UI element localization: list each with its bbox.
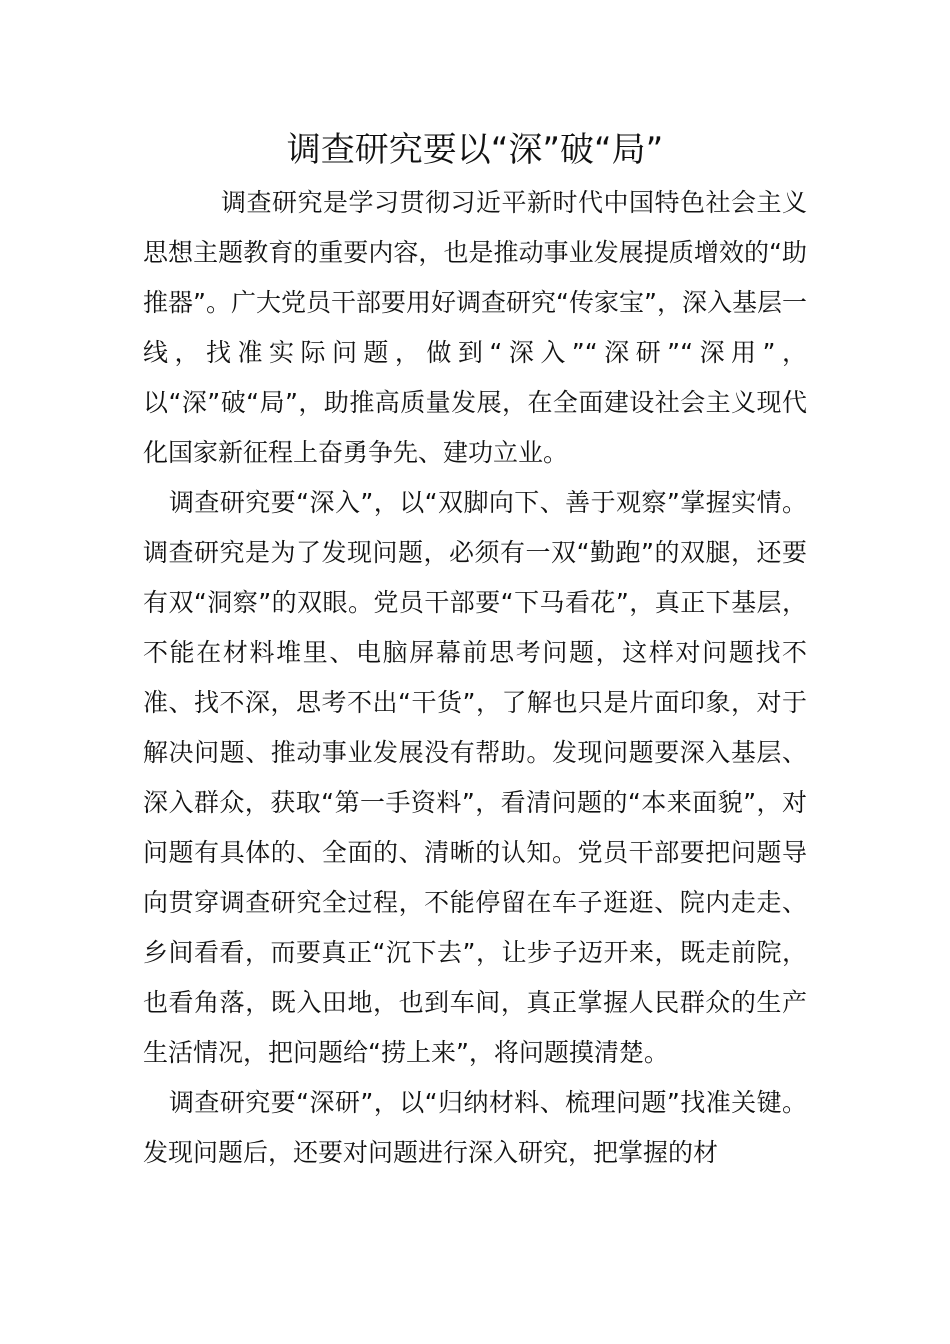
paragraph-shenru: 调查研究要“深入”，以“双脚向下、善于观察”掌握实情。调查研究是为了发现问题，必须有一双“勤跑”的双腿，还要有双“洞察”的双眼。党员干部要“下马看花”，真正下基层，不能在材料堆里、电脑屏幕前思考问题，这样对问题找不准、找不深，思考不出“干货”，了解也只是片面印象，对于解决问题、推动事业发展没有帮助。发现问题要深入基层、深入群众，获取“第一手资料”，看清问题的“本来面貌”，对问题有具体的、全面的、清晰的认知。党员干部要把问题导向贯穿调查研究全过程，不能停留在车子逛逛、院内走走、乡间看看，而要真正“沉下去”，让步子迈开来，既走前院，也看角落，既入田地，也到车间，真正掌握人民群众的生产生活情况，把问题给“捞上来”，将问题摸清楚。 [143, 488, 807, 1067]
paragraph-intro: 调查研究是学习贯彻习近平新时代中国特色社会主义思想主题教育的重要内容，也是推动事业发展提质增效的“助推器”。广大党员干部要用好调查研究“传家宝”，深入基层一线，找准实际问题，做到“深入”“深研”“深用”，以“深”破“局”，助推高质量发展，在全面建设社会主义现代化国家新征程上奋勇争先、建功立业。 [143, 188, 807, 467]
document-title: 调查研究要以“深”破“局” [286, 130, 664, 170]
document-page [143, 122, 807, 1178]
paragraph-shenyan: 调查研究要“深研”，以“归纳材料、梳理问题”找准关键。发现问题后，还要对问题进行深入研究，把掌握的材 [143, 1088, 807, 1167]
